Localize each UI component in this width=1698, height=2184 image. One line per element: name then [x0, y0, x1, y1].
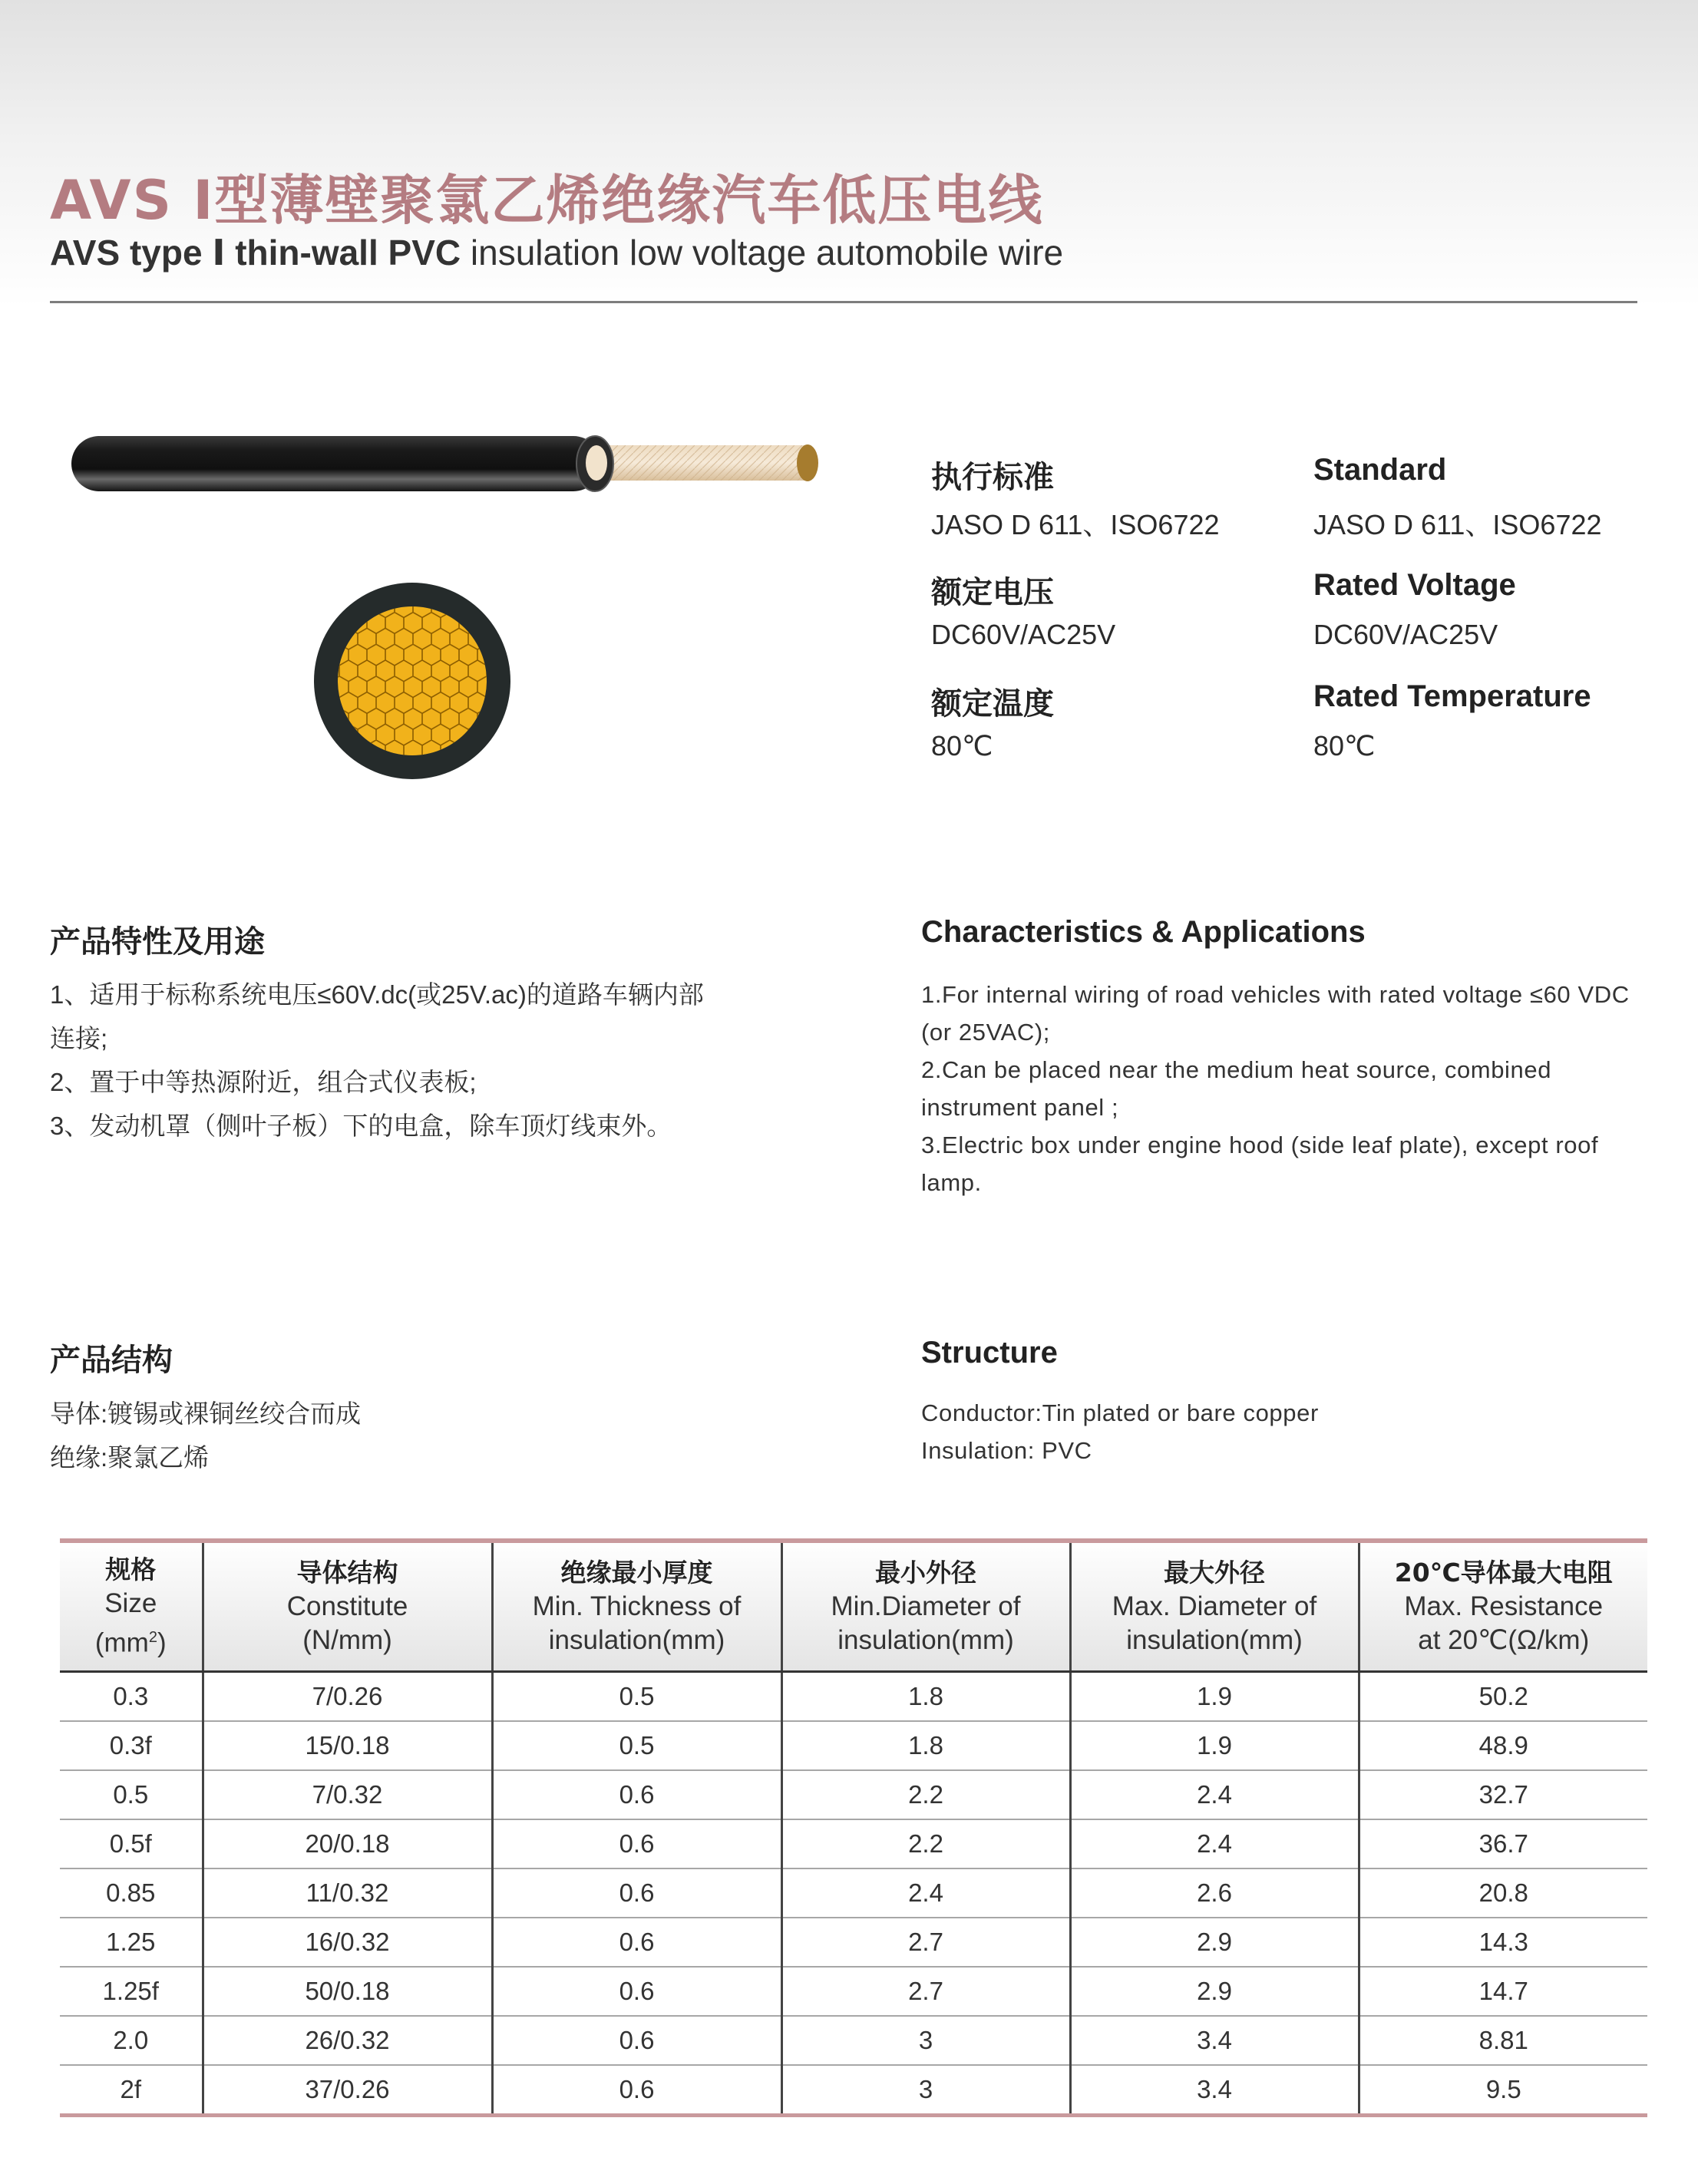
cell-max-resistance: 8.81 [1359, 2016, 1647, 2065]
cell-constitute: 7/0.32 [203, 1770, 492, 1819]
title-en-bold: AVS type Ⅰ thin-wall PVC [50, 233, 461, 273]
specification-table [60, 1538, 1647, 2117]
cell-max-resistance: 14.3 [1359, 1918, 1647, 1967]
cell-max-diameter: 3.4 [1070, 2016, 1359, 2065]
cell-max-resistance: 14.7 [1359, 1967, 1647, 2016]
cell-min-diameter: 2.2 [781, 1819, 1070, 1868]
spec-value-voltage-en: DC60V/AC25V [1313, 619, 1498, 650]
spec-value-standard-cn: JASO D 611、ISO6722 [931, 509, 1220, 540]
table-row [60, 1868, 1647, 1918]
wire-cross-section-illustration [312, 580, 513, 781]
structure-title-cn: 产品结构 [50, 1343, 173, 1377]
header-min-diameter [781, 1541, 1070, 1672]
cell-max-diameter: 2.6 [1070, 1868, 1359, 1918]
characteristics-line-cn: 连接; [50, 1024, 108, 1052]
cell-min-diameter: 2.7 [781, 1967, 1070, 2016]
header-cn: 最小外径 [875, 1558, 976, 1588]
characteristics-line-en: 1.For internal wiring of road vehicles with rated voltage ≤60 VDC (or 25VAC); [921, 981, 1630, 1046]
cell-max-resistance: 32.7 [1359, 1770, 1647, 1819]
wire-side-illustration [65, 430, 825, 499]
characteristics-title-en: Characteristics & Applications [921, 915, 1366, 949]
cell-max-resistance: 50.2 [1359, 1672, 1647, 1722]
cell-max-diameter: 2.4 [1070, 1819, 1359, 1868]
cell-max-diameter: 1.9 [1070, 1721, 1359, 1770]
cell-size: 1.25f [60, 1967, 203, 2016]
cell-min-thickness: 0.6 [492, 1770, 781, 1819]
spec-value-temperature-en: 80℃ [1313, 730, 1376, 762]
cell-max-diameter: 3.4 [1070, 2065, 1359, 2116]
cell-constitute: 50/0.18 [203, 1967, 492, 2016]
characteristics-line-cn: 2、置于中等热源附近，组合式仪表板; [50, 1068, 477, 1096]
cell-min-thickness: 0.6 [492, 1967, 781, 2016]
header-unit: insulation(mm) [837, 1625, 1014, 1655]
structure-title-en: Structure [921, 1336, 1058, 1370]
cell-max-resistance: 9.5 [1359, 2065, 1647, 2116]
spec-value-voltage-cn: DC60V/AC25V [931, 619, 1116, 650]
cell-min-diameter: 1.8 [781, 1721, 1070, 1770]
cell-min-diameter: 1.8 [781, 1672, 1070, 1722]
spec-label-temperature-en: Rated Temperature [1313, 679, 1591, 713]
cell-min-diameter: 2.4 [781, 1868, 1070, 1918]
header-cn: 最大外径 [1164, 1558, 1265, 1588]
header-unit: insulation(mm) [548, 1625, 725, 1655]
table-row [60, 1819, 1647, 1868]
cell-size: 2.0 [60, 2016, 203, 2065]
insulation-jacket [71, 436, 601, 491]
cell-max-diameter: 2.9 [1070, 1967, 1359, 2016]
cell-max-diameter: 2.9 [1070, 1918, 1359, 1967]
cell-min-thickness: 0.6 [492, 1918, 781, 1967]
header-en: Size [104, 1588, 157, 1619]
cell-size: 1.25 [60, 1918, 203, 1967]
structure-line-en: Insulation: PVC [921, 1437, 1092, 1464]
cell-max-resistance: 48.9 [1359, 1721, 1647, 1770]
cell-size: 0.3 [60, 1672, 203, 1722]
cell-min-diameter: 3 [781, 2065, 1070, 2116]
header-constitute [203, 1541, 492, 1672]
header-max-resistance [1359, 1541, 1647, 1672]
header-cn: 规格 [105, 1555, 157, 1585]
header-en: Min. Thickness of [532, 1591, 742, 1621]
spec-value-temperature-cn: 80℃ [931, 730, 993, 762]
cell-constitute: 7/0.26 [203, 1672, 492, 1722]
cell-min-diameter: 2.2 [781, 1770, 1070, 1819]
structure-line-en: Conductor:Tin plated or bare copper [921, 1399, 1319, 1426]
page-title-cn: AVS Ⅰ型薄壁聚氯乙烯绝缘汽车低压电线 [50, 169, 1044, 232]
cell-min-thickness: 0.6 [492, 1819, 781, 1868]
cell-constitute: 16/0.32 [203, 1918, 492, 1967]
spec-value-standard-en: JASO D 611、ISO6722 [1313, 509, 1602, 540]
table-row [60, 1721, 1647, 1770]
cell-max-diameter: 1.9 [1070, 1672, 1359, 1722]
cell-constitute: 26/0.32 [203, 2016, 492, 2065]
header-cn: 绝缘最小厚度 [560, 1558, 713, 1588]
cell-max-resistance: 36.7 [1359, 1819, 1647, 1868]
characteristics-line-cn: 3、发动机罩（侧叶子板）下的电盒，除车顶灯线束外。 [50, 1112, 672, 1140]
table-row [60, 1672, 1647, 1722]
table-row [60, 1918, 1647, 1967]
cell-size: 0.5 [60, 1770, 203, 1819]
structure-line-cn: 导体:镀锡或裸铜丝绞合而成 [50, 1399, 362, 1428]
spec-label-temperature-cn: 额定温度 [931, 687, 1054, 721]
table-row [60, 1967, 1647, 2016]
header-unit: insulation(mm) [1126, 1625, 1303, 1655]
characteristics-line-cn: 1、适用于标称系统电压≤60V.dc(或25V.ac)的道路车辆内部 [50, 980, 704, 1009]
title-en-rest: insulation low voltage automobile wire [461, 233, 1064, 273]
structure-list-cn [50, 1392, 361, 1479]
cell-min-thickness: 0.5 [492, 1721, 781, 1770]
cell-min-diameter: 3 [781, 2016, 1070, 2065]
table-row [60, 2065, 1647, 2116]
cell-size: 0.3f [60, 1721, 203, 1770]
spec-label-standard-en: Standard [1313, 453, 1447, 487]
table-row [60, 2016, 1647, 2065]
table-header-row [60, 1541, 1647, 1672]
cell-min-thickness: 0.5 [492, 1672, 781, 1722]
cell-min-diameter: 2.7 [781, 1918, 1070, 1967]
header-en: Min.Diameter of [831, 1591, 1021, 1621]
spec-label-standard-cn: 执行标准 [931, 461, 1054, 494]
cell-max-diameter: 2.4 [1070, 1770, 1359, 1819]
characteristics-list-en [921, 976, 1647, 1201]
cell-size: 2f [60, 2065, 203, 2116]
cell-min-thickness: 0.6 [492, 2016, 781, 2065]
conductor-end [797, 444, 818, 481]
cell-constitute: 15/0.18 [203, 1721, 492, 1770]
characteristics-list-cn [50, 973, 704, 1148]
spec-label-voltage-en: Rated Voltage [1313, 568, 1516, 602]
header-size [60, 1541, 203, 1672]
header-en: Max. Resistance [1404, 1591, 1604, 1621]
cell-constitute: 20/0.18 [203, 1819, 492, 1868]
structure-list-en [921, 1394, 1647, 1469]
structure-line-cn: 绝缘:聚氯乙烯 [50, 1443, 210, 1472]
cell-max-resistance: 20.8 [1359, 1868, 1647, 1918]
characteristics-line-en: 3.Electric box under engine hood (side leaf plate), except roof lamp. [921, 1132, 1599, 1196]
header-cn: 20℃导体最大电阻 [1394, 1558, 1613, 1588]
header-min-thickness [492, 1541, 781, 1672]
header-max-diameter [1070, 1541, 1359, 1672]
header-en: Constitute [286, 1591, 408, 1621]
spec-label-voltage-cn: 额定电压 [931, 576, 1054, 610]
table-row [60, 1770, 1647, 1819]
cell-constitute: 11/0.32 [203, 1868, 492, 1918]
header-divider [50, 301, 1637, 303]
cell-size: 0.5f [60, 1819, 203, 1868]
header-unit: (N/mm) [302, 1625, 392, 1655]
header-unit: at 20℃(Ω/km) [1418, 1625, 1590, 1655]
header-cn: 导体结构 [296, 1558, 398, 1588]
cell-constitute: 37/0.26 [203, 2065, 492, 2116]
cell-min-thickness: 0.6 [492, 1868, 781, 1918]
header-en: Max. Diameter of [1112, 1591, 1317, 1621]
characteristics-title-cn: 产品特性及用途 [50, 925, 265, 959]
header-unit: $(mm^2)$ [94, 1627, 167, 1658]
characteristics-line-en: 2.Can be placed near the medium heat source, combined instrument panel ; [921, 1056, 1552, 1121]
page-title-en [50, 232, 1063, 273]
cell-min-thickness: 0.6 [492, 2065, 781, 2116]
cell-size: 0.85 [60, 1868, 203, 1918]
